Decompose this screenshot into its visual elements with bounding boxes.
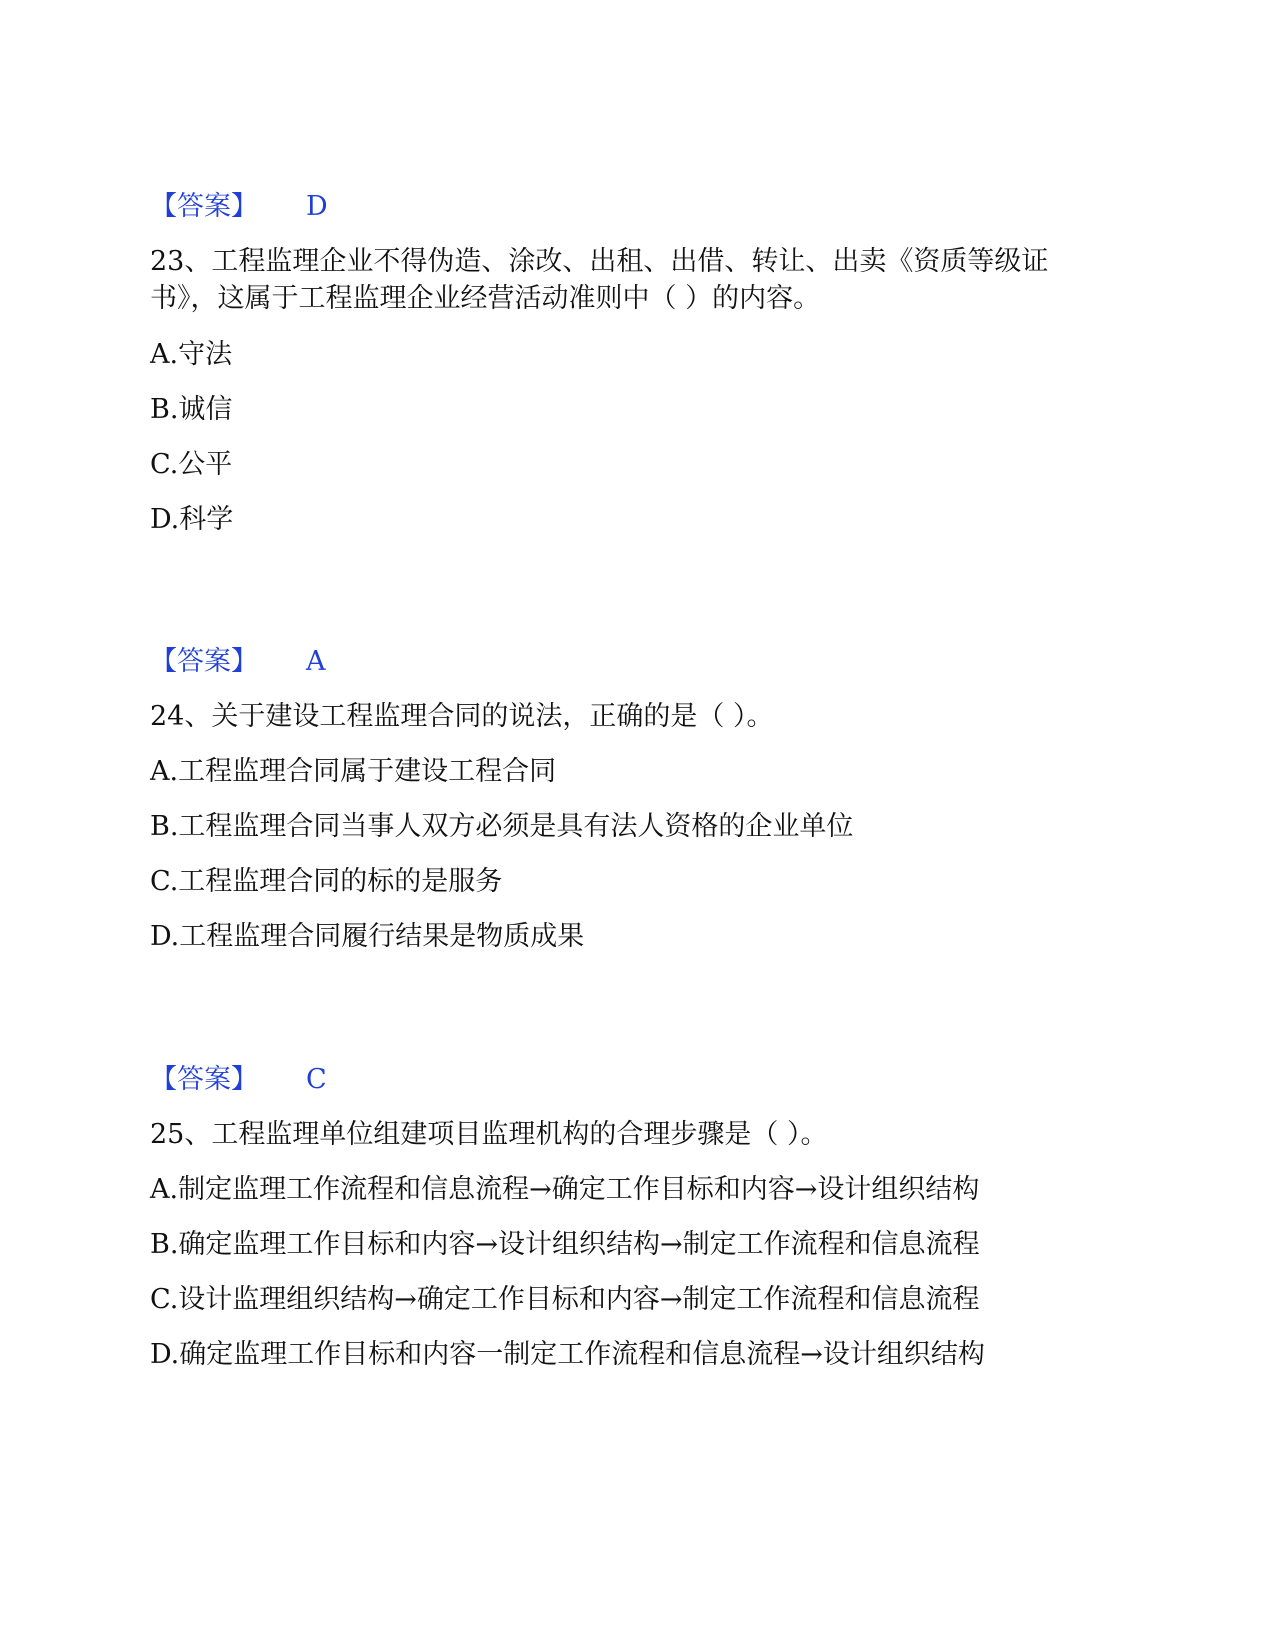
question-23-option-b: B.诚信 (150, 394, 233, 425)
question-23-line-2: 书》，这属于工程监理企业经营活动准则中（ ）的内容。 (150, 283, 821, 314)
question-24-option-b: B.工程监理合同当事人双方必须是具有法人资格的企业单位 (150, 811, 854, 842)
answer-line (150, 190, 328, 224)
question-25-line-1: 25、工程监理单位组建项目监理机构的合理步骤是（ ）。 (150, 1119, 828, 1150)
question-24-option-c: C.工程监理合同的标的是服务 (150, 866, 503, 897)
question-25-option-a: A.制定监理工作流程和信息流程→确定工作目标和内容→设计组织结构 (150, 1174, 980, 1205)
answer-line (150, 1063, 327, 1097)
question-24-line-1: 24、关于建设工程监理合同的说法，正确的是（ ）。 (150, 701, 774, 732)
answer-label: 【答案】 (150, 191, 258, 222)
question-23-option-d: D.科学 (150, 504, 234, 535)
question-23-option-a: A.守法 (150, 339, 233, 370)
question-25-option-d: D.确定监理工作目标和内容一制定工作流程和信息流程→设计组织结构 (150, 1339, 985, 1370)
question-23-line-1: 23、工程监理企业不得伪造、涂改、出租、出借、转让、出卖《资质等级证 (150, 246, 1049, 277)
answer-line (150, 645, 326, 679)
answer-value: C (306, 1064, 327, 1095)
answer-label: 【答案】 (150, 1064, 258, 1095)
answer-label: 【答案】 (150, 646, 258, 677)
question-24-option-a: A.工程监理合同属于建设工程合同 (150, 756, 557, 787)
answer-value: A (306, 646, 326, 677)
question-25-option-b: B.确定监理工作目标和内容→设计组织结构→制定工作流程和信息流程 (150, 1229, 980, 1260)
question-25-option-c: C.设计监理组织结构→确定工作目标和内容→制定工作流程和信息流程 (150, 1284, 980, 1315)
question-23-option-c: C.公平 (150, 449, 233, 480)
question-24-option-d: D.工程监理合同履行结果是物质成果 (150, 921, 585, 952)
answer-value: D (306, 191, 328, 222)
